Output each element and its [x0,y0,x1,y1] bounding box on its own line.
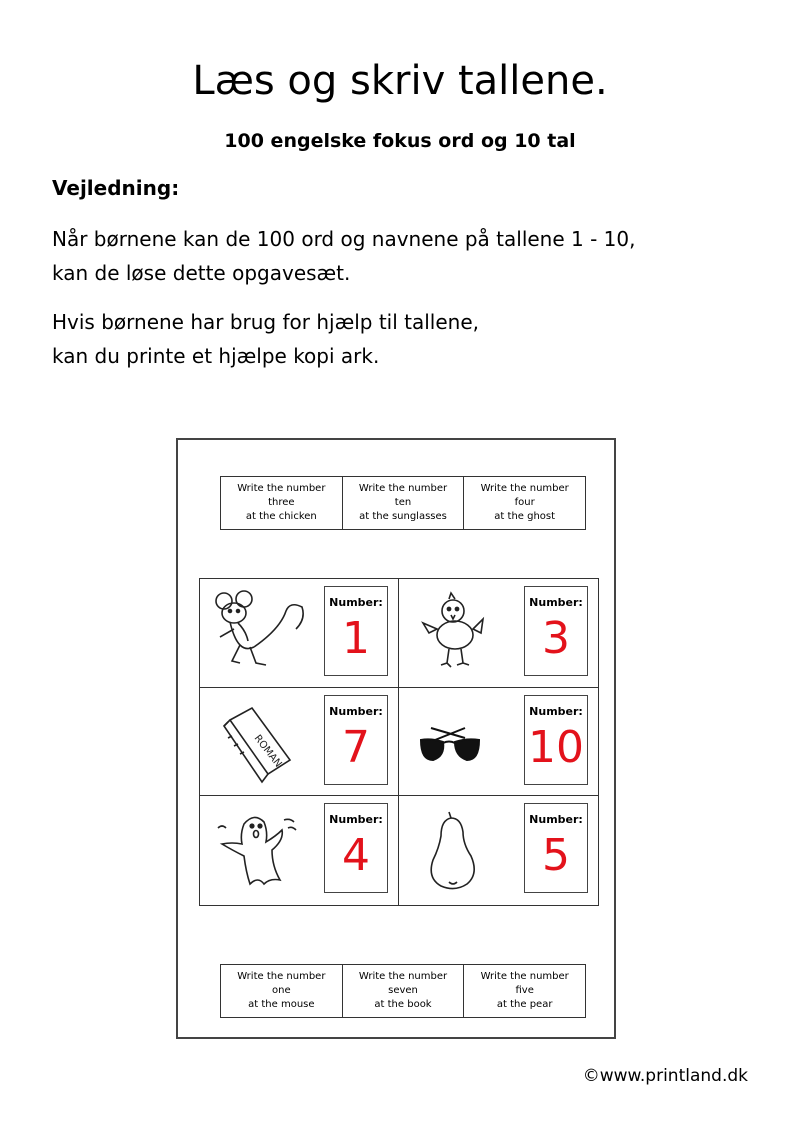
page-subtitle: 100 engelske fokus ord og 10 tal [224,130,576,152]
picture-grid [199,578,599,906]
grid-cell-pear [399,796,598,905]
instruction-card [464,477,585,529]
copyright-footer: ©www.printland.dk [582,1066,748,1086]
instruction-number-word: seven [388,985,418,996]
bottom-instructions [220,964,586,1018]
answer-number: 7 [342,721,370,773]
answer-box [524,586,588,676]
instruction-target: at the mouse [248,999,315,1010]
answer-box [524,803,588,893]
instruction-card [221,965,343,1017]
top-instructions [220,476,586,530]
grid-cell-sunglasses [399,688,598,797]
answer-number: 3 [542,613,570,664]
answer-number: 4 [342,830,370,882]
instruction-card [221,477,343,529]
instruction-number-word: ten [394,497,412,508]
sunglasses-icon [409,698,509,784]
instruction-line: Write the number [480,971,569,982]
answer-label: Number: [329,596,383,609]
instruction-number-word: four [514,497,535,508]
instruction-number-word: one [272,985,291,996]
answer-box [324,695,388,785]
instruction-card [343,965,465,1017]
guide-paragraph-1 [52,222,636,290]
worksheet-preview [176,438,616,1039]
instruction-card [343,477,465,529]
guide-paragraph-2 [52,305,479,373]
instruction-line: Write the number [358,971,448,982]
book-spine-text: ROMAN [251,732,284,770]
guide-paragraph-1-line-1: Når børnene kan de 100 ord og navnene på tallene 1 - 10, [52,227,636,251]
guide-paragraph-2-line-2: kan du printe et hjælpe kopi ark. [52,344,380,368]
grid-cell-ghost [200,796,399,905]
answer-box [324,803,388,893]
answer-label: Number: [529,704,583,718]
instruction-target: at the book [374,999,432,1010]
instruction-line: Write the number [237,971,326,982]
answer-label: Number: [529,596,583,609]
grid-cell-chicken [399,579,598,688]
instruction-number-word: five [515,985,534,996]
instruction-line: Write the number [358,483,448,494]
page-title: Læs og skriv tallene. [192,58,608,104]
instruction-target: at the pear [496,999,553,1010]
guide-paragraph-1-line-2: kan de løse dette opgavesæt. [52,261,351,285]
instruction-line: Write the number [237,483,326,494]
pear-icon [409,806,509,892]
guide-heading: Vejledning: [52,176,180,200]
answer-label: Number: [529,813,583,827]
instruction-line: Write the number [480,483,569,494]
instruction-target: at the sunglasses [359,511,447,522]
instruction-target: at the ghost [494,511,556,522]
grid-cell-book [200,688,399,797]
ghost-icon [210,806,310,892]
answer-number: 10 [528,721,584,773]
answer-number: 1 [342,613,370,664]
instruction-target: at the chicken [245,511,317,522]
answer-box [524,695,588,785]
answer-number: 5 [542,830,570,882]
answer-label: Number: [329,704,383,718]
guide-paragraph-2-line-1: Hvis børnene har brug for hjælp til tallene, [52,310,479,334]
answer-box [324,586,388,676]
instruction-number-word: three [268,497,295,508]
mouse-icon [210,589,310,675]
answer-label: Number: [329,813,383,827]
book-icon [210,698,310,784]
grid-cell-mouse [200,579,399,688]
chicken-icon [409,589,509,675]
instruction-card [464,965,585,1017]
